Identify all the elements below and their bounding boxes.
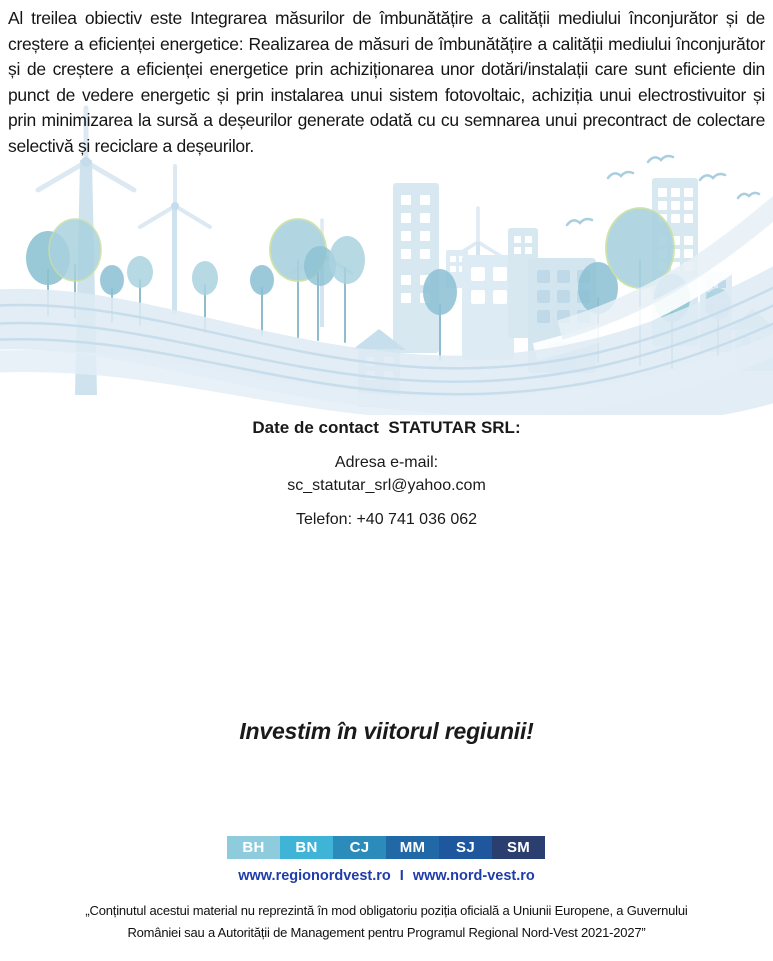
phone-number: Telefon: +40 741 036 062	[295, 511, 478, 528]
footer-disclaimer	[0, 900, 773, 943]
region-color-bar	[227, 836, 545, 859]
website-links	[0, 868, 773, 884]
contact-heading: Date de contact STATUTAR SRL:	[252, 418, 521, 437]
region-badge-sm: SM	[492, 836, 545, 859]
link-nord-vest[interactable]: www.nord-vest.ro	[412, 868, 535, 884]
region-badge-cj: CJ	[333, 836, 386, 859]
link-separator: I	[399, 868, 404, 884]
region-badge-sj: SJ	[439, 836, 492, 859]
email-address: sc_statutar_srl@yahoo.com	[287, 477, 486, 494]
footer-line-2: României sau a Autorității de Management pentru Programul Regional Nord-Vest 2021-2027”	[127, 924, 646, 940]
region-badge-bn: BN	[280, 836, 333, 859]
link-regionordvest[interactable]: www.regionordvest.ro	[238, 868, 391, 884]
region-badge-bh: BH	[227, 836, 280, 859]
intro-paragraph: Al treilea obiectiv este Integrarea măsurilor de îmbunătățire a calității mediului înconjurător și de creștere a eficienței energetice: Realizarea de măsuri de îmbunătățire a calității mediului înconjurător și de creștere a eficienței energetice prin achiziționarea unor dotări/instalații care sunt eficiente din punct de vedere energetic și prin instalarea unui sistem fotovoltaic, achiziția unui electrostivuitor și prin minimizarea la sursă a deșeurilor generate odată cu cu semnarea unui precontract de colectare selectivă și reciclare a deșeurilor.	[8, 8, 765, 156]
footer-line-1: „Conținutul acestui material nu reprezintă în mod obligatoriu poziția oficială a Uniunii Europene, a Guvernului	[85, 903, 688, 918]
email-label: Adresa e-mail:	[334, 454, 439, 471]
region-badge-mm: MM	[386, 836, 439, 859]
slogan-text: Investim în viitorul regiunii!	[239, 718, 534, 744]
